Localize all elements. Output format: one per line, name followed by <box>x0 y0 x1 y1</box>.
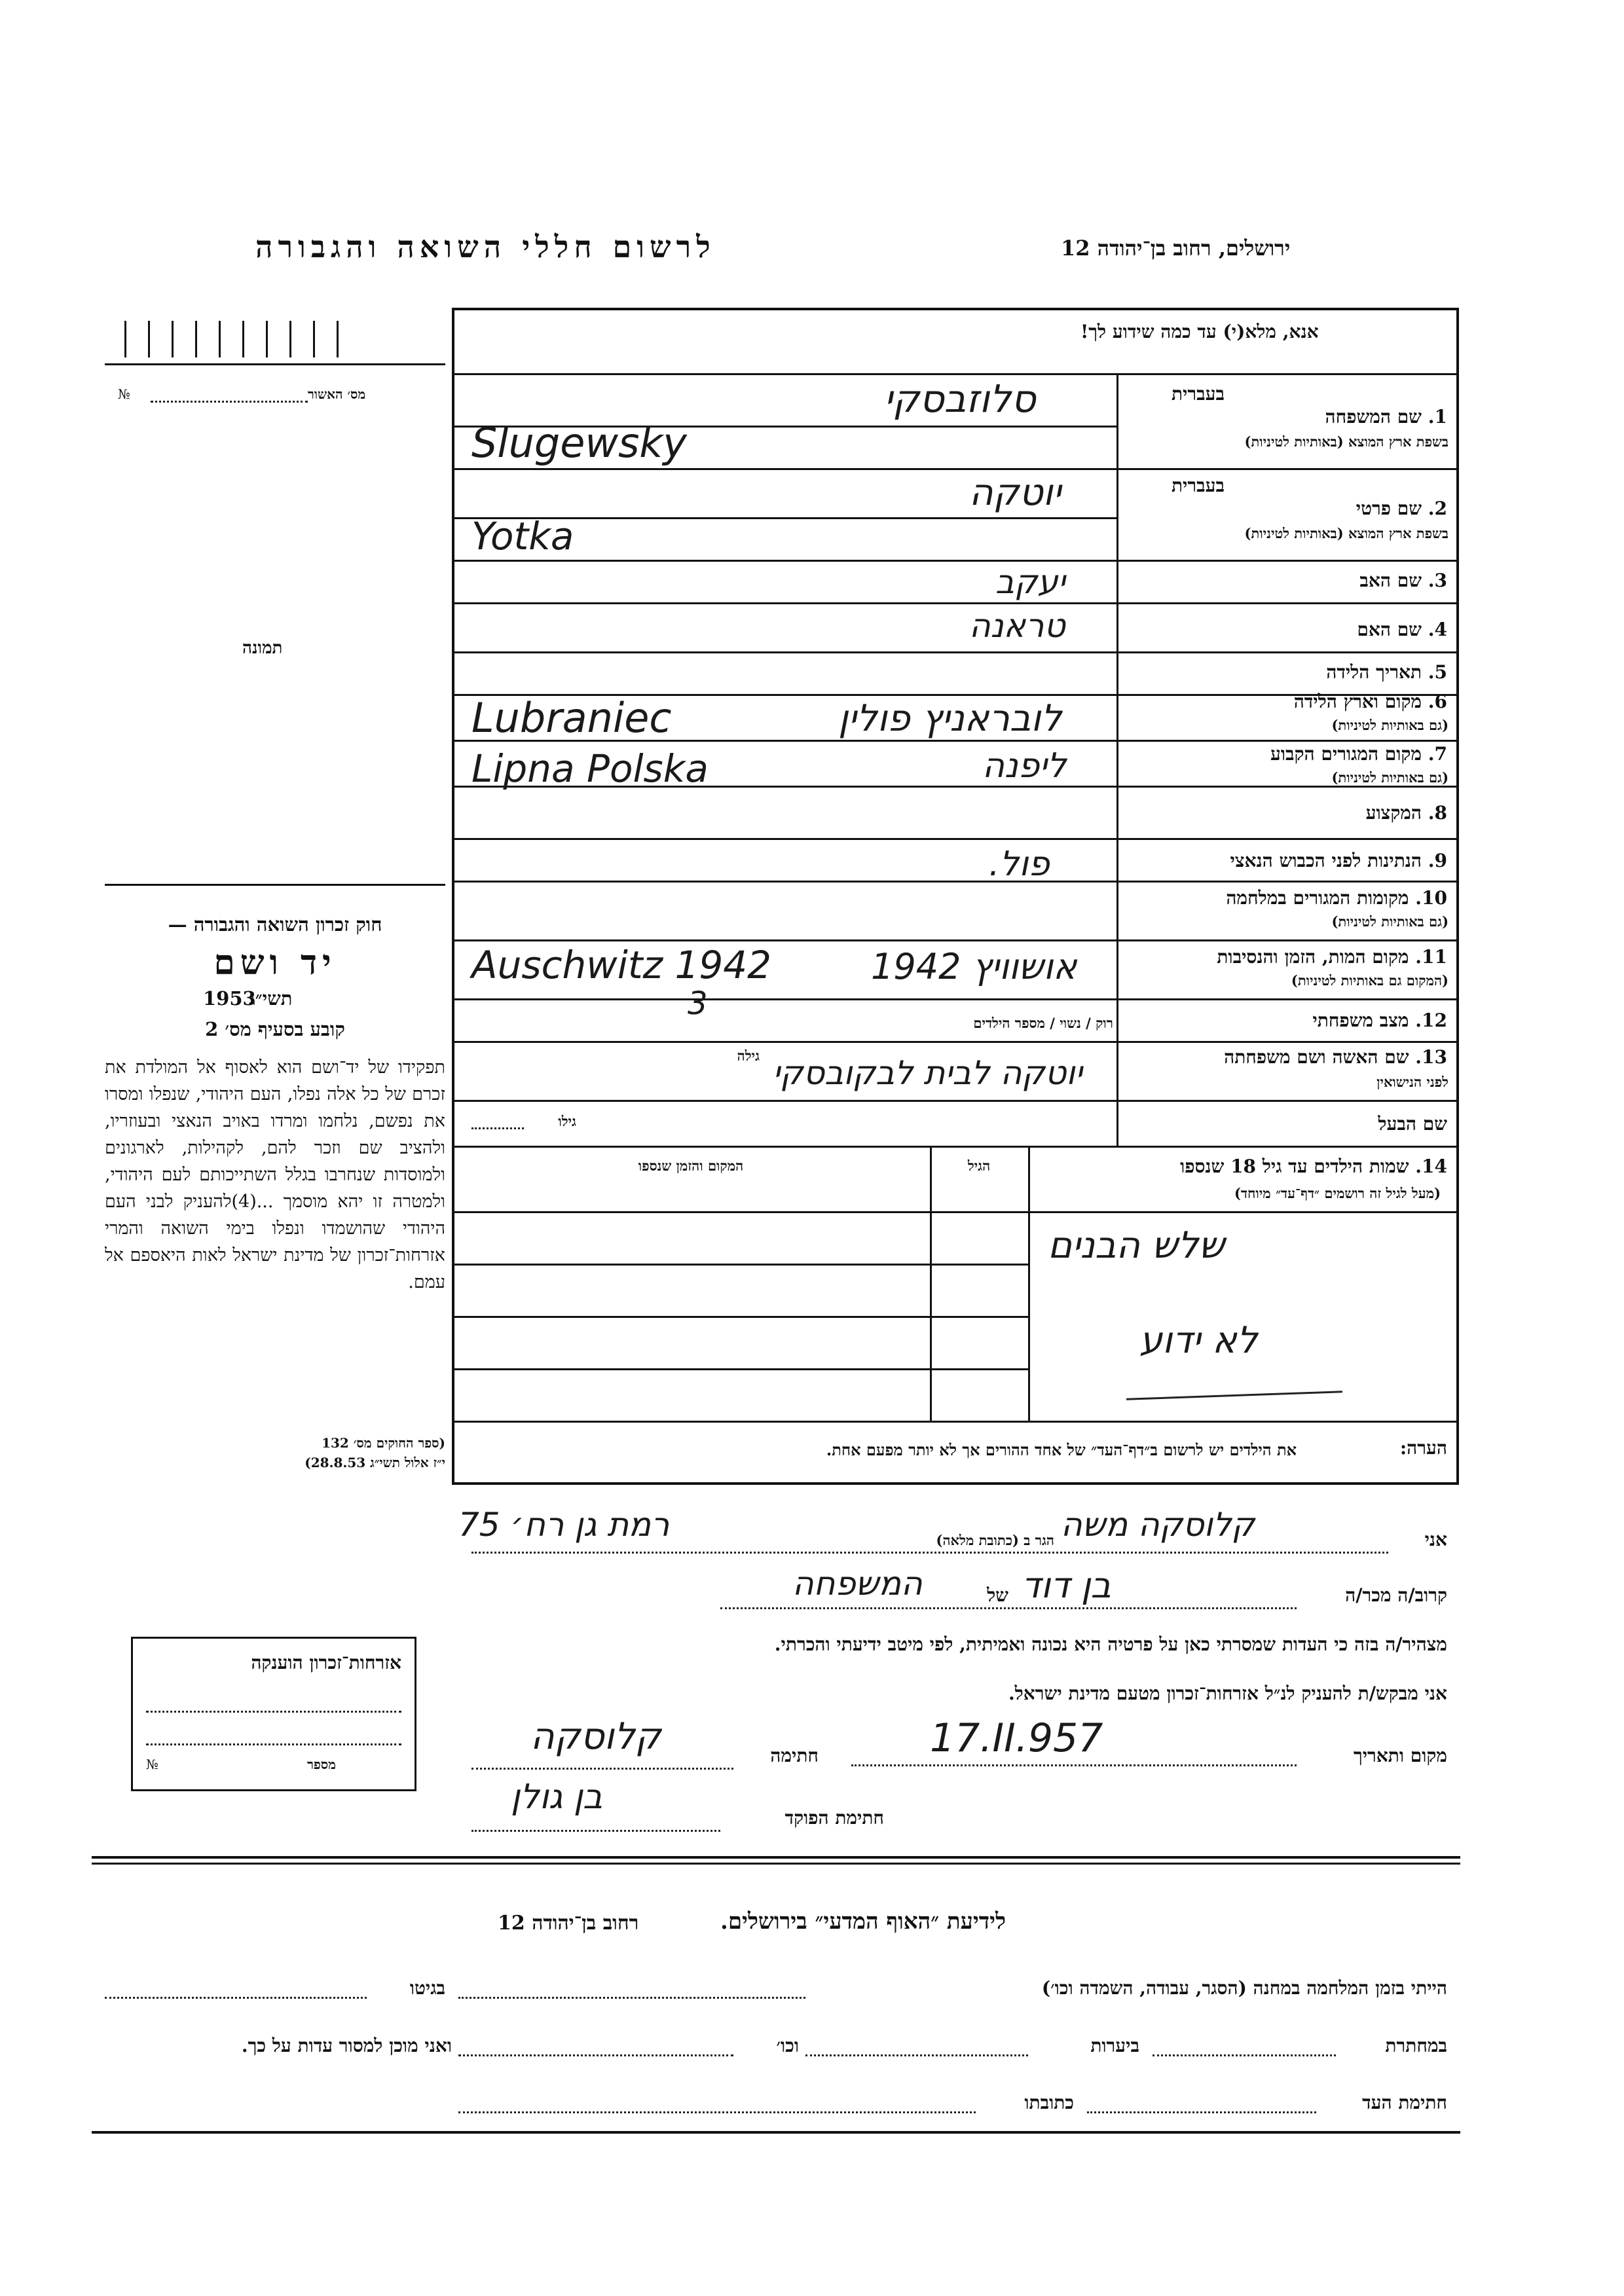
hebrew-label-1: בעברית <box>1171 383 1225 405</box>
statement-1: מצהיר/ה בזה כי העדות שמסרתי כאן על פרטיה היא נכונה ואמיתית, לפי מיטב ידיעתי והכרתי. <box>774 1633 1447 1655</box>
cert-title: אזרחות־זכרון הוענקה <box>251 1652 401 1673</box>
f6-label: 6. מקום וארץ הלידה <box>1293 691 1447 712</box>
law-text: תפקידו של יד־ושם הוא לאסוף אל המולדת את זכרם של כל אלה נפלו, העם היהודי, שנפלו ומסרו את נפשם, נלחמו ומרדו באויב הנאצי ובעוזריו, ולהציב שם וזכר להם, לקהילות, לארגונים ולמוסדות שנחרבו בגלל השתייכותם לעם היהודי, ולמטרה זו יהא מוסמך ...(4)להעניק לבני העם היהודי שהושמדו ונפלו בימי השואה והמרי אזרחות־זכרון של מדינת ישראל לאות היאספם אל עמם. <box>105 1057 446 1292</box>
number-boxes <box>124 321 360 360</box>
footer-title: לידיעת ״האוף המדעי״ בירושלים. <box>720 1908 1006 1935</box>
f1-hebrew-value: סלוזבסקי <box>884 376 1036 421</box>
footer-line2-c: וכו׳ <box>776 2035 799 2056</box>
f2-sub: בשפת ארץ המוצא (באותיות לטיניות) <box>1244 525 1449 541</box>
f12-label: 12. מצב משפחתי <box>1312 1010 1447 1031</box>
cert-number-suffix: № <box>146 1757 158 1772</box>
header-address: ירושלים, רחוב בן־יהודה 12 <box>1061 236 1291 261</box>
f1-sub: בשפת ארץ המוצא (באותיות לטיניות) <box>1244 433 1449 450</box>
f14-child-2: לא ידוע <box>1139 1319 1258 1362</box>
f7-latin-value: Lipna Polska <box>471 746 709 791</box>
official-value: בן גולן <box>511 1777 603 1817</box>
official-label: חתימת הפוקד <box>784 1807 884 1829</box>
address-value: רמת גן רח׳ 75 <box>458 1506 670 1544</box>
f11-hebrew-value: אושוויץ 1942 <box>871 946 1077 987</box>
f2-hebrew-value: יוטקה <box>969 471 1061 514</box>
f4-label: 4. שם האם <box>1357 619 1447 640</box>
footer-line1-b: בגיטו <box>409 1977 445 1999</box>
law-ref-2: י״ז אלול תשי״ג 28.8.53) <box>304 1455 445 1470</box>
label-column-divider <box>1116 373 1118 1146</box>
f6-hebrew-value: לובראניץ פולין <box>838 697 1062 740</box>
law-name: יד ושם <box>213 943 337 983</box>
f6-sub: (גם באותיות לטיניות) <box>1331 717 1449 733</box>
footer-line2-b: ביערות <box>1090 2035 1139 2056</box>
approval-no-line <box>151 401 308 403</box>
footer-line2-a: במחתרת <box>1385 2035 1447 2056</box>
appeal: אנא, מלא(י) עד כמה שידוע לך! <box>1080 321 1319 342</box>
cert-number-label: מספר <box>307 1757 336 1772</box>
approval-no-label: מס׳ האשור <box>308 386 366 402</box>
f4-value: טראנה <box>969 607 1065 645</box>
f14-label: 14. שמות הילדים עד גיל 18 שנספו <box>1180 1156 1447 1177</box>
law-clause: קובע בסעיף מס׳ 2 <box>205 1018 345 1040</box>
family-value: המשפחה <box>792 1565 923 1603</box>
footer-rule-bottom <box>92 2131 1460 2134</box>
f13-sub: לפני הנישואין <box>1376 1074 1449 1090</box>
law-year: 1953 <box>203 987 256 1010</box>
i-label: אני <box>1424 1529 1447 1550</box>
f12-children-value: 3 <box>688 985 708 1022</box>
place-date-label: מקום ותאריך <box>1353 1745 1447 1766</box>
f6-latin-value: Lubraniec <box>471 694 672 742</box>
footer-line2-d: ואני מוכן למסור עדות על כך. <box>241 2035 452 2056</box>
approval-no-suffix: № <box>118 386 130 402</box>
f11-latin-value: Auschwitz 1942 <box>471 943 772 987</box>
f2-latin-value: Yotka <box>471 514 574 558</box>
f12-options: רוק / נשוי / מספר הילדים <box>973 1015 1113 1031</box>
f14-sub: (מעל לגיל זה רושמים ״דף־עד״ מיוחד) <box>1234 1185 1441 1201</box>
f13-label: 13. שם האשה ושם משפחתה <box>1224 1046 1447 1068</box>
f11-label: 11. מקום המות, הזמן והנסיבות <box>1217 946 1447 968</box>
f14-child-1: שלש הבנים <box>1048 1224 1225 1267</box>
f10-label: 10. מקומות המגורים במלחמה <box>1226 887 1447 909</box>
f8-label: 8. המקצוע <box>1365 802 1447 824</box>
relation-value: בן דוד <box>1022 1565 1111 1606</box>
statement-2: אני מבקש/ת להעניק לנ״ל אזרחות־זכרון מטעם מדינת ישראל. <box>1008 1683 1447 1704</box>
footer-line3-a: חתימת העד <box>1362 2092 1447 2113</box>
f11-sub: (המקום גם באותיות לטיניות) <box>1291 972 1449 989</box>
law-year-hebrew: תשי״ג <box>249 987 293 1010</box>
f10-sub: (גם באותיות לטיניות) <box>1331 913 1449 930</box>
f13-age-label: גילה <box>737 1048 760 1064</box>
resident-label: הגר ב (כתובת מלאה) <box>936 1532 1054 1548</box>
law-ref-1: (ספר החוקים מס׳ 132 <box>322 1435 445 1451</box>
citizenship-box <box>131 1637 416 1791</box>
law-title: חוק זכרון השואה והגבורה — <box>168 913 382 936</box>
husband-label: שם הבעל <box>1378 1113 1447 1135</box>
husband-age-label: גילו <box>558 1113 576 1129</box>
f1-latin-value: Slugewsky <box>471 419 687 467</box>
footer-line1-a: הייתי בזמן המלחמה במחנה (הסגר, עבודה, השמדה וכו׳) <box>1041 1977 1447 1999</box>
f13-value: יוטקה לבית לבקובסקי <box>773 1054 1082 1092</box>
footer-rule-top-2 <box>92 1863 1460 1865</box>
date-value: 17.II.957 <box>930 1715 1103 1761</box>
photo-bottom-line <box>105 884 445 886</box>
f1-label: 1. שם המשפחה <box>1325 406 1447 428</box>
f3-label: 3. שם האב <box>1359 570 1447 591</box>
f7-label: 7. מקום המגורים הקבוע <box>1270 743 1447 765</box>
photo-label: תמונה <box>242 638 283 658</box>
f5-label: 5. תאריך הלידה <box>1326 661 1447 683</box>
footer-line3-b: כתובתו <box>1024 2092 1074 2113</box>
note-label: הערה: <box>1399 1437 1447 1459</box>
of-label: של <box>987 1584 1008 1606</box>
form-title: לרשום חללי השואה והגבורה <box>255 229 716 264</box>
f9-label: 9. הנתינות לפני הכבוש הנאצי <box>1230 850 1447 871</box>
declarant-name: קלוסקה משה <box>1061 1506 1255 1544</box>
note-text: את הילדים יש לרשום ב״דף־העד״ של אחד ההורים אך לא יותר מפעם אחת. <box>826 1440 1297 1459</box>
f14-place-col: המקום והזמן שנספו <box>638 1157 744 1174</box>
f14-age-col: הגיל <box>967 1157 991 1174</box>
boxes-baseline <box>105 363 445 365</box>
f2-label: 2. שם פרטי <box>1356 498 1447 519</box>
f3-value: יעקב <box>995 563 1065 601</box>
f7-sub: (גם באותיות לטיניות) <box>1331 769 1449 786</box>
footer-address: רחוב בן־יהודה 12 <box>498 1912 639 1935</box>
signature-label: חתימה <box>770 1745 819 1766</box>
f9-value: פול. <box>989 845 1050 884</box>
relation-label: קרוב/ה מכר/ה <box>1345 1584 1447 1606</box>
footer-rule-top <box>92 1856 1460 1859</box>
signature-value: קלוסקה <box>530 1715 661 1758</box>
f7-hebrew-value: ליפנה <box>982 746 1067 786</box>
hebrew-label-2: בעברית <box>1171 475 1225 496</box>
